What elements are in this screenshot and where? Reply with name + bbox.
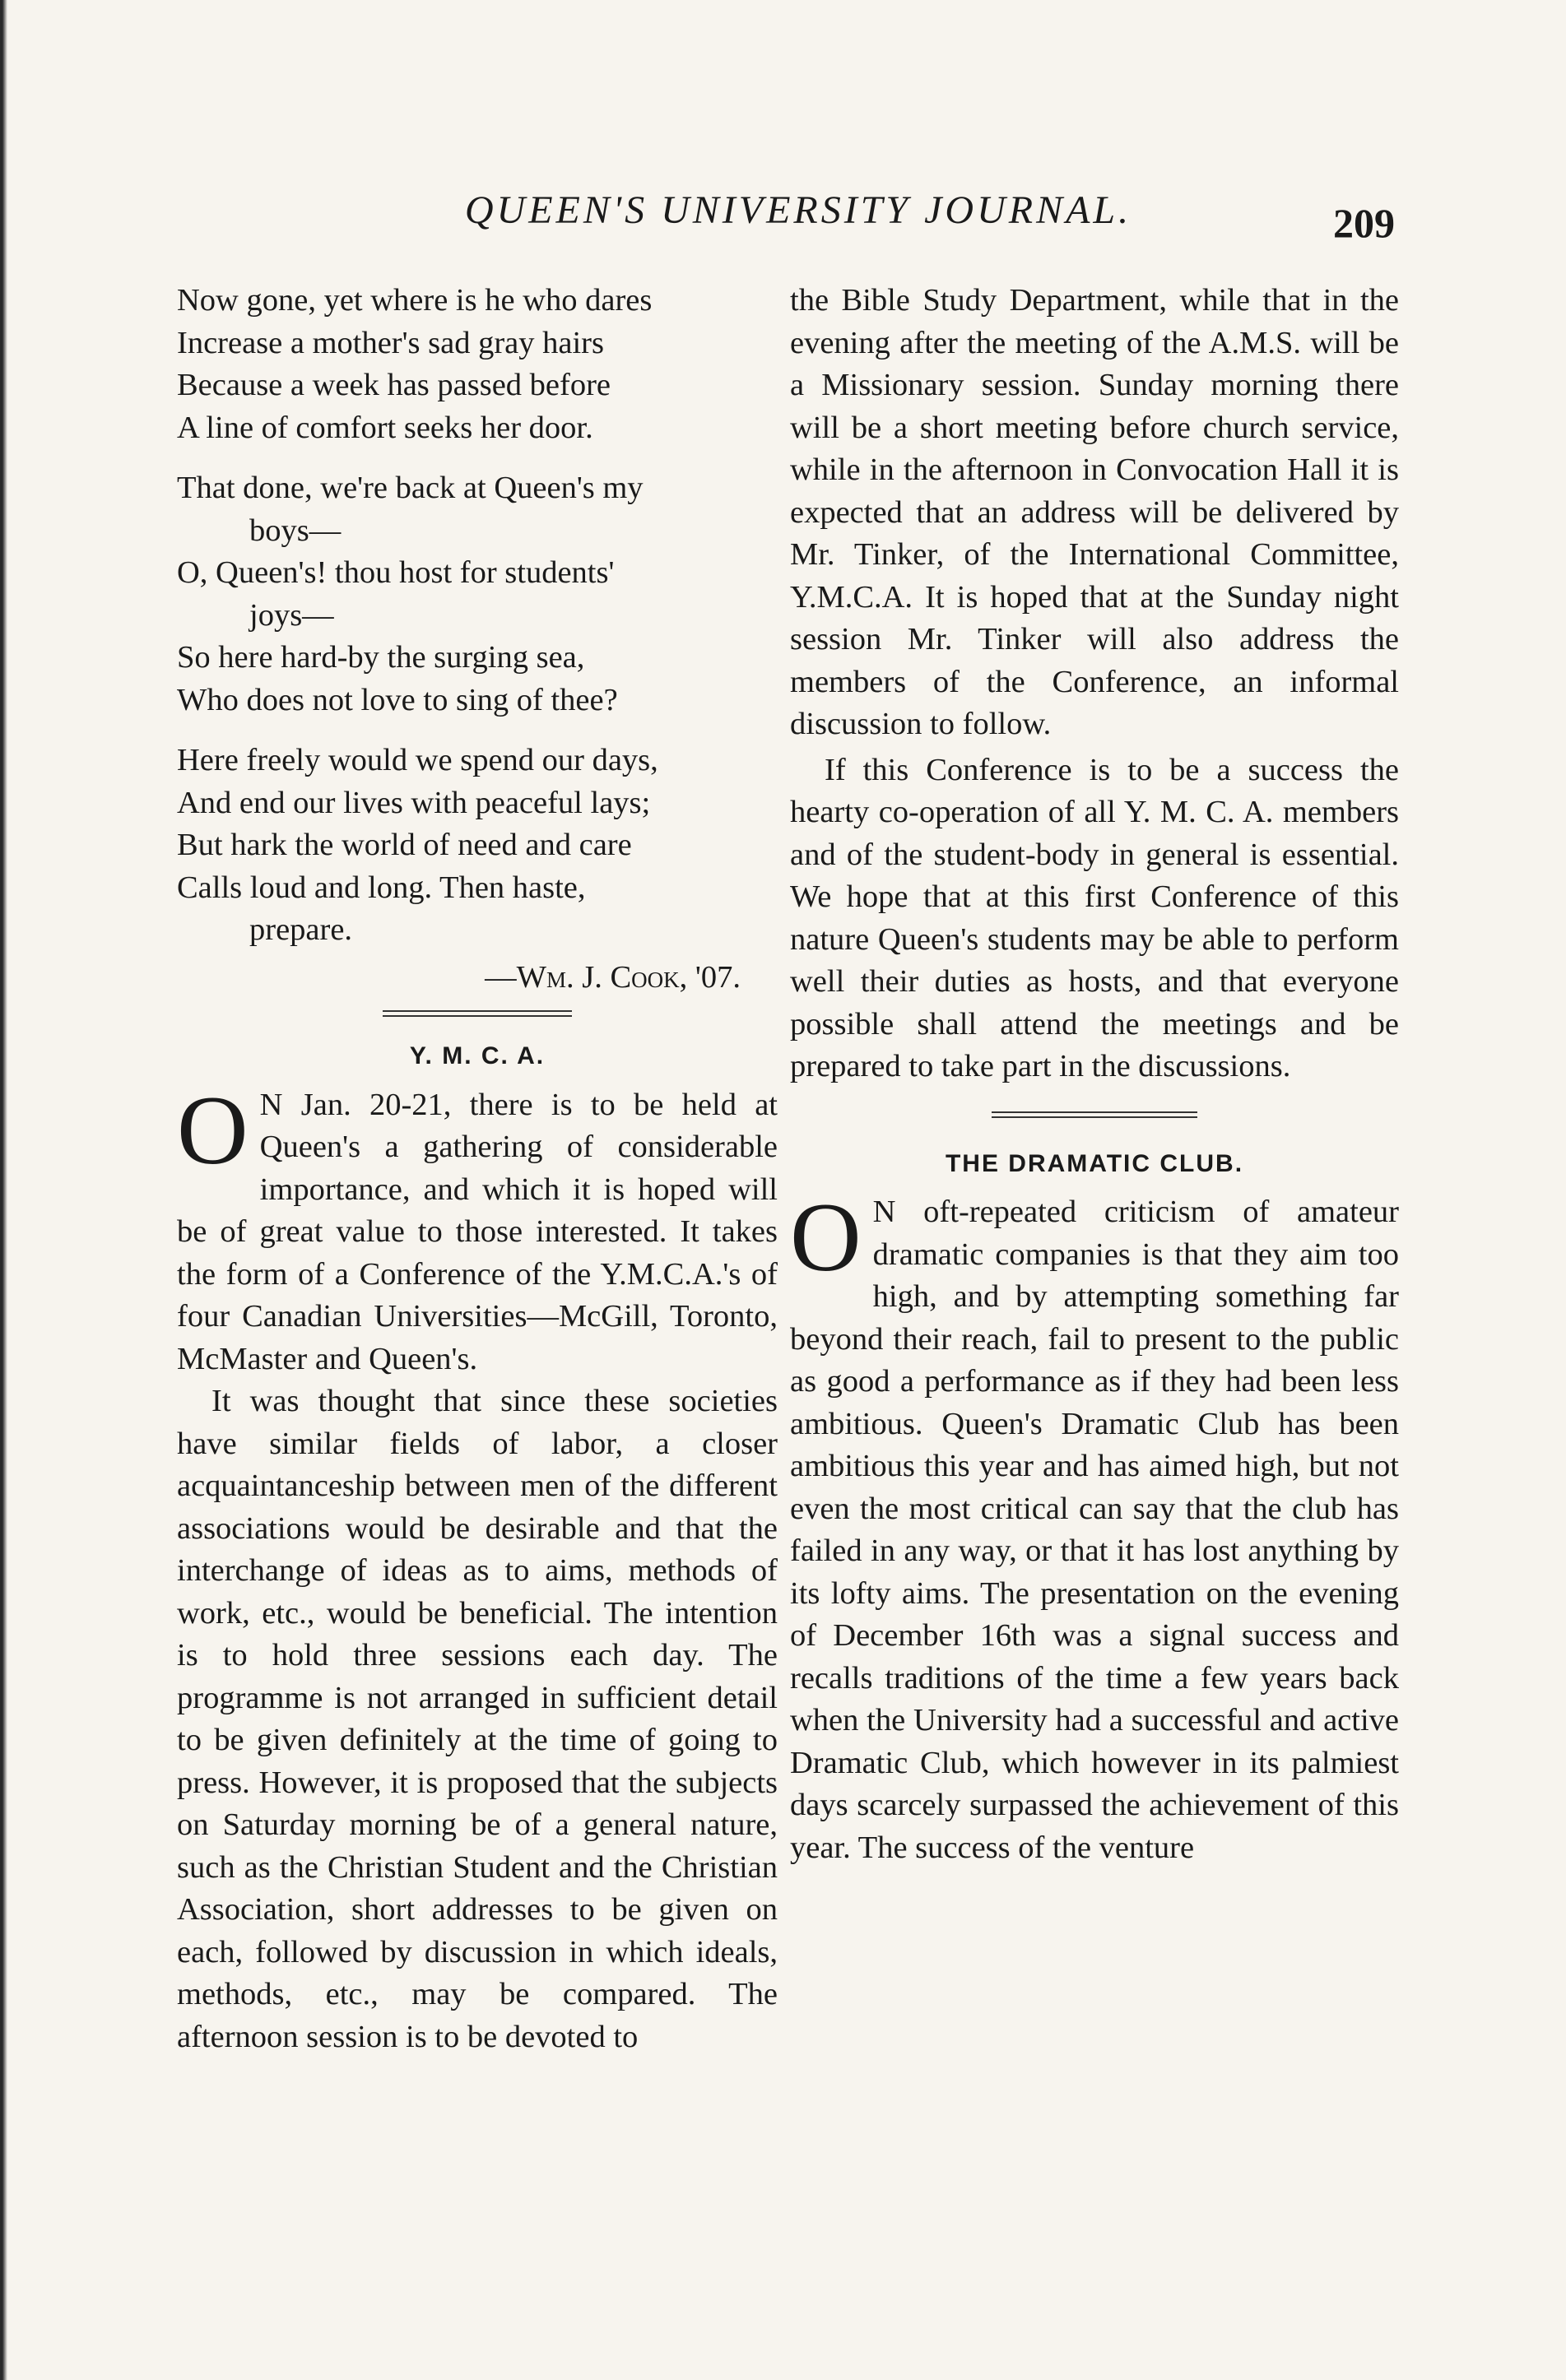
- running-header: QUEEN'S UNIVERSITY JOURNAL.: [464, 188, 1132, 232]
- page-number: 209: [1333, 200, 1395, 246]
- poem-line: boys—: [249, 513, 342, 548]
- dramatic-heading: THE DRAMATIC CLUB.: [945, 1149, 1244, 1177]
- poem-line: Now gone, yet where is he who dares: [177, 283, 653, 318]
- poem-line: joys—: [249, 597, 334, 633]
- left-column: [177, 280, 778, 2058]
- section-divider: [992, 1111, 1197, 1118]
- poem-line: Calls loud and long. Then haste,: [177, 870, 586, 905]
- poem-line: So here hard-by the surging sea,: [177, 640, 585, 675]
- poem-line: Who does not love to sing of thee?: [177, 682, 618, 717]
- poem-stanza-1: [177, 280, 778, 449]
- poem-line: prepare.: [249, 912, 353, 947]
- dramatic-section: [790, 1111, 1399, 1870]
- dramatic-paragraph-1: O N oft-repeated criticism of amateur dramatic companies is that they aim too high, and by attempting something far beyond their reach, fail to present to the public as good a performance as if they had been less ambitious. Queen's Dramatic Club has been ambitious this year and has aimed high, but not even the most critical can say that the club has failed in any way, or that it has lost anything by its lofty aims. The presentation on the evening of December 16th was a signal success and recalls traditions of the time a few years back when the University had a successful and active Dramatic Club, which however in its palmiest days scarcely surpassed the achievement of this year. The success of the venture: [790, 1182, 1399, 1865]
- ymca-paragraph-3: If this Conference is to be a success the hearty co-operation of all Y. M. C. A. members and of the student-body in general is essential. We hope that at this first Conference of this nature Queen's students may be able to perform well their duties as hosts, and that everyone possible shall attend the meetings and be prepared to take part in the discussions.: [790, 752, 1399, 1083]
- poem-line: That done, we're back at Queen's my: [177, 471, 644, 505]
- ymca-paragraph-2-continued: the Bible Study Department, while that in the evening after the meeting of the A.M.S. will be a Missionary session. Sunday morning there will be a short meeting before church service, while in the afternoon in Convocation Hall it is expected that an address will be delivered by Mr. Tinker, of the International Committee, Y.M.C.A. It is hoped that at the Sunday night session Mr. Tinker will also address the members of the Conference, an informal discussion to follow.: [790, 283, 1399, 741]
- poem-line: Increase a mother's sad gray hairs: [177, 325, 604, 360]
- ymca-paragraph-1: O N Jan. 20-21, there is to be held at Queen's a gathering of considerable importance, and which it is hoped will be of great value to those interested. It takes the form of a Conference of the Y.M.C.A.'s of four Canadian Universities—McGill, Toronto, McMaster and Queen's.: [177, 1074, 778, 1376]
- drop-cap: O: [177, 1074, 249, 1185]
- poem-line: A line of comfort seeks her door.: [177, 410, 593, 445]
- poem-signature: —Wm. J. Cook, '07.: [485, 959, 741, 995]
- ymca-heading: Y. M. C. A.: [409, 1042, 546, 1069]
- ymca-paragraph-2: It was thought that since these societies have similar fields of labor, a closer acquaintanceship between men of the different associations would be desirable and that the interchange of ideas as to aims, methods of work, etc., would be beneficial. The intention is to hold three sessions each day. The programme is not arranged in sufficient detail to be given definitely at the time of going to press. However, it is proposed that the subjects on Saturday morning be of a general nature, such as the Christian Student and the Christian Association, short addresses to be given on each, followed by discussion in which ideals, methods, etc., may be compared. The afternoon session is to be devoted to: [177, 1384, 778, 2054]
- poem-stanza-3: [177, 740, 778, 952]
- poem-line: But hark the world of need and care: [177, 828, 632, 862]
- poem-line: O, Queen's! thou host for students': [177, 555, 615, 590]
- drop-cap: O: [790, 1182, 862, 1292]
- page-edge: [0, 0, 21, 2380]
- section-divider: [383, 1010, 572, 1017]
- poem-line: Because a week has passed before: [177, 368, 611, 402]
- poem-stanza-2: [177, 467, 778, 721]
- poem-line: And end our lives with peaceful lays;: [177, 785, 651, 820]
- poem-line: Here freely would we spend our days,: [177, 743, 658, 777]
- right-column: [790, 280, 1399, 1869]
